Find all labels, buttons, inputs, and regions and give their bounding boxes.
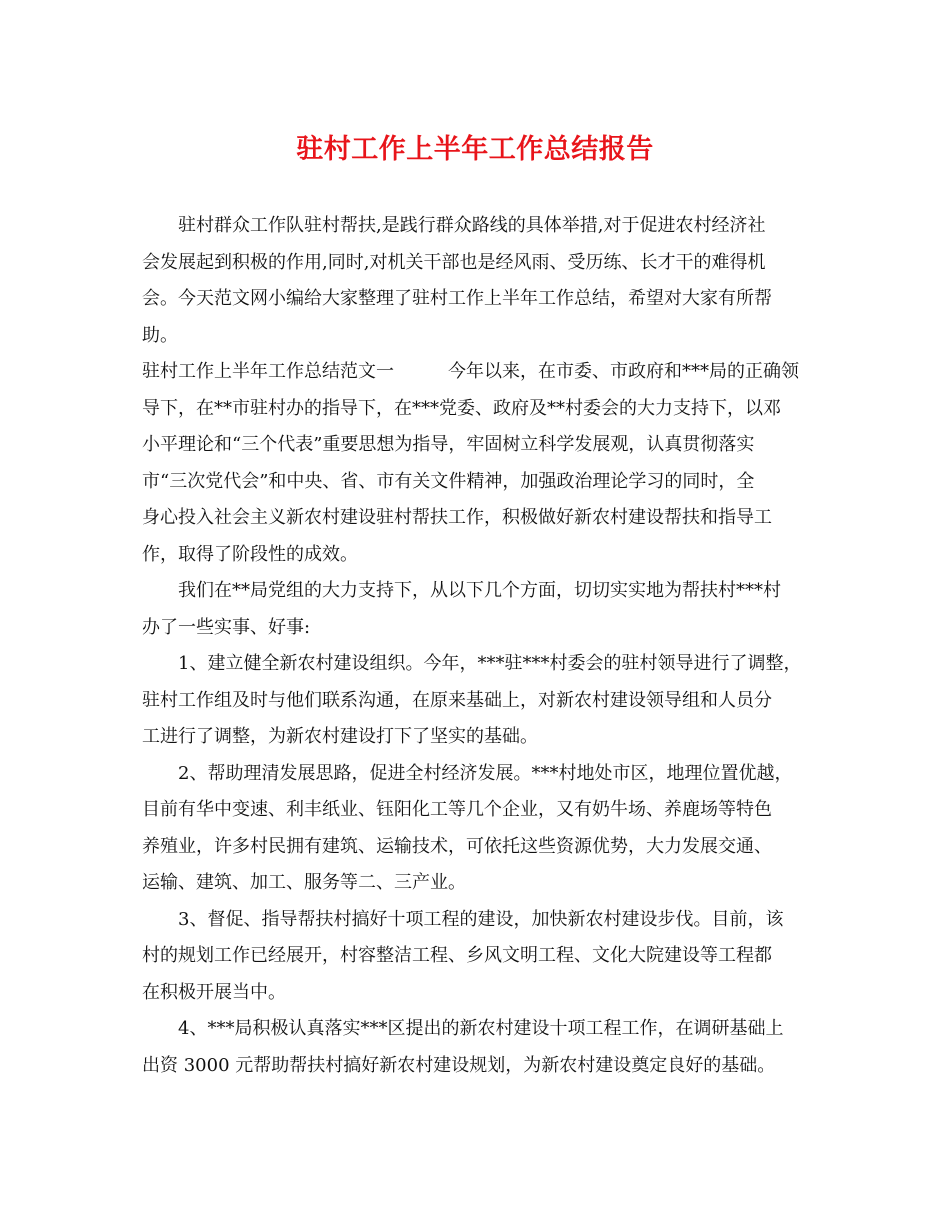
body-line: 助。 [142, 324, 178, 346]
body-line: 养殖业，许多村民拥有建筑、运输技术，可依托这些资源优势，大力发展交通、 [142, 835, 772, 857]
body-line: 4、***局积极认真落实***区提出的新农村建设十项工程工作，在调研基础上 [178, 1018, 784, 1039]
body-line: 会发展起到积极的作用,同时,对机关干部也是经风雨、受历练、长才干的难得机 [142, 251, 766, 273]
body-line: 2、帮助理清发展思路，促进全村经济发展。***村地处市区，地理位置优越， [178, 762, 793, 784]
body-line: 市“三次党代会”和中央、省、市有关文件精神，加强政治理论学习的同时，全 [142, 470, 755, 492]
body-line: 目前有华中变速、利丰纸业、钰阳化工等几个企业，又有奶牛场、养鹿场等特色 [142, 799, 772, 820]
body-line: 驻村群众工作队驻村帮扶,是践行群众路线的具体举措,对于促进农村经济社 [178, 215, 766, 236]
body-line: 导下，在**市驻村办的指导下，在***党委、政府及**村委会的大力支持下，以邓 [142, 397, 781, 419]
body-line: 办了一些实事、好事: [142, 616, 311, 638]
body-line: 运输、建筑、加工、服务等二、三产业。 [142, 872, 466, 893]
body-line: 出资 3000 元帮助帮扶村搞好新农村建设规划，为新农村建设奠定良好的基础。 [142, 1054, 776, 1076]
body-line: 村的规划工作已经展开，村容整洁工程、乡风文明工程、文化大院建设等工程都 [142, 945, 772, 966]
body-line: 驻村工作组及时与他们联系沟通，在原来基础上，对新农村建设领导组和人员分 [142, 689, 772, 711]
body-line: 小平理论和“三个代表”重要思想为指导，牢固树立科学发展观，认真贯彻落实 [142, 434, 755, 455]
body-line: 3、督促、指导帮扶村搞好十项工程的建设，加快新农村建设步伐。目前，该 [178, 908, 784, 930]
document-body [142, 208, 810, 1084]
body-line: 身心投入社会主义新农村建设驻村帮扶工作，积极做好新农村建设帮扶和指导工 [142, 507, 772, 528]
body-line: 在积极开展当中。 [142, 981, 286, 1003]
body-line: 我们在**局党组的大力支持下，从以下几个方面，切切实实地为帮扶村***村 [178, 580, 781, 601]
body-line: 1、建立健全新农村建设组织。今年，***驻***村委会的驻村领导进行了调整， [178, 653, 802, 674]
document-title: 驻村工作上半年工作总结报告 [296, 134, 654, 165]
body-line: 工进行了调整，为新农村建设打下了坚实的基础。 [142, 726, 538, 747]
body-line: 会。今天范文网小编给大家整理了驻村工作上半年工作总结，希望对大家有所帮 [142, 288, 772, 309]
body-line: 作，取得了阶段性的成效。 [142, 543, 358, 565]
body-line: 驻村工作上半年工作总结范文一 今年以来，在市委、市政府和***局的正确领 [142, 361, 799, 382]
